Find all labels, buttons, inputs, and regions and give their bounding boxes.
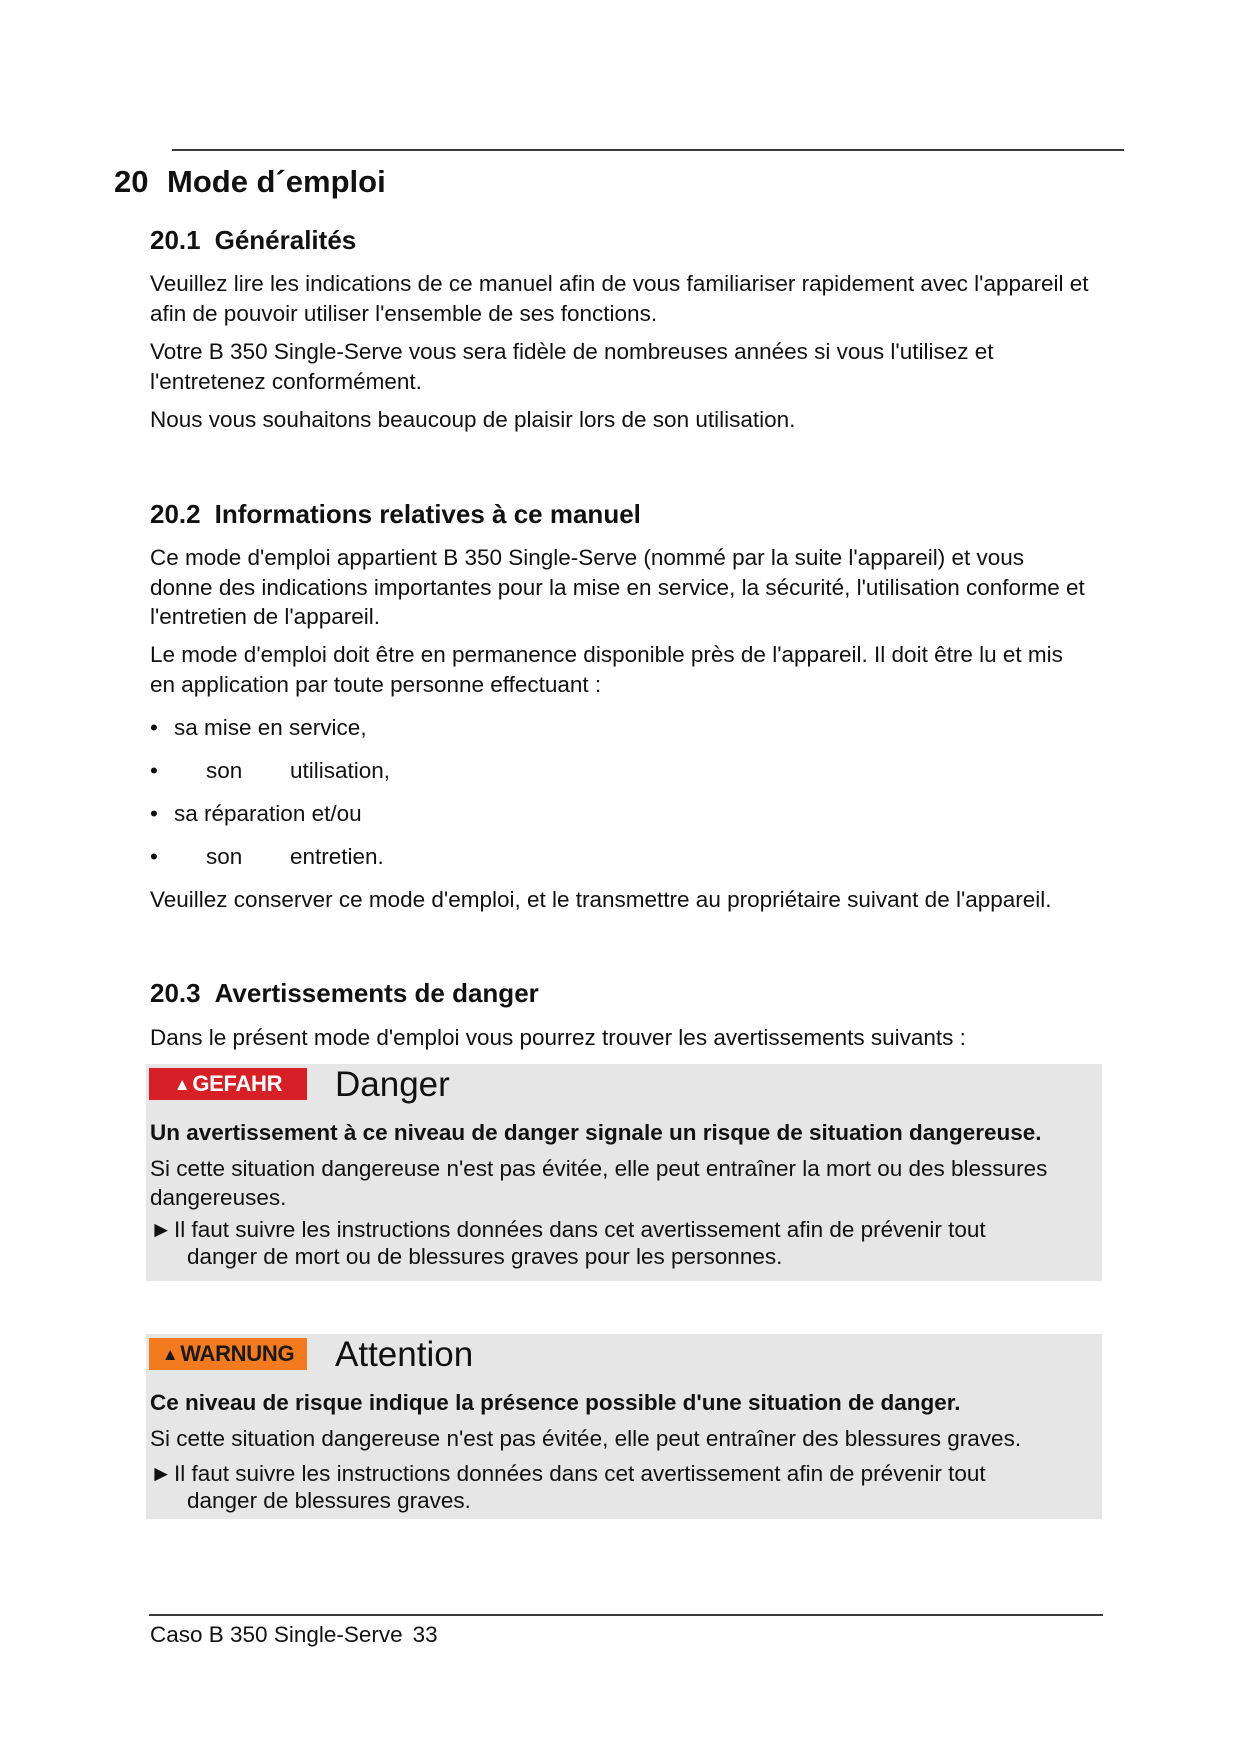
section-title: Avertissements de danger bbox=[214, 978, 539, 1008]
section-title: Généralités bbox=[214, 225, 357, 255]
list-item bbox=[150, 799, 362, 828]
danger-badge-label: GEFAHR bbox=[192, 1071, 283, 1096]
list-item bbox=[150, 756, 390, 785]
section-number: 20.2 bbox=[150, 499, 201, 529]
list-item-text: son bbox=[206, 758, 243, 783]
paragraph: Veuillez conserver ce mode d'emploi, et le transmettre au propriétaire suivant de l'appareil. bbox=[150, 887, 1052, 912]
paragraph: Le mode d'emploi doit être en permanence disponible près de l'appareil. Il doit être lu et mis en application par toute personne effectuant : bbox=[150, 642, 1063, 697]
section-heading-generalites bbox=[150, 225, 356, 256]
warning-text: Si cette situation dangereuse n'est pas évitée, elle peut entraîner des blessures graves. bbox=[150, 1426, 1022, 1451]
warning-badge-label: WARNUNG bbox=[180, 1341, 295, 1366]
warning-action bbox=[150, 1460, 1100, 1514]
danger-warning-box bbox=[146, 1064, 1102, 1281]
section-heading-informations bbox=[150, 499, 641, 530]
warning-triangle-icon: ▲ bbox=[173, 1075, 191, 1094]
bullet-marker: • bbox=[150, 801, 158, 826]
list-item bbox=[150, 842, 384, 871]
list-item bbox=[150, 713, 367, 742]
danger-title: Danger bbox=[335, 1065, 450, 1104]
section-title: Informations relatives à ce manuel bbox=[214, 499, 641, 529]
page-number: 33 bbox=[412, 1622, 438, 1647]
list-item-text-2: entretien. bbox=[290, 844, 384, 869]
paragraph: Ce mode d'emploi appartient B 350 Single-Serve (nommé par la suite l'appareil) et vous donne des indications importantes pour la mise en service, la sécurité, l'utilisation conforme et l'entretien de l'appareil. bbox=[150, 545, 1085, 629]
danger-badge bbox=[149, 1068, 307, 1100]
danger-action-line2: danger de mort ou de blessures graves pour les personnes. bbox=[187, 1244, 783, 1269]
list-item-text-2: utilisation, bbox=[290, 758, 391, 783]
chapter-number: 20 bbox=[114, 164, 149, 199]
warning-title: Attention bbox=[335, 1335, 474, 1374]
bullet-marker: • bbox=[150, 844, 158, 869]
section-heading-avertissements bbox=[150, 978, 539, 1009]
list-item-text: sa mise en service, bbox=[174, 715, 367, 740]
paragraph: Votre B 350 Single-Serve vous sera fidèle de nombreuses années si vous l'utilisez et l'entretenez conformément. bbox=[150, 339, 994, 394]
warning-warning-box bbox=[146, 1334, 1102, 1519]
list-item-text: sa réparation et/ou bbox=[174, 801, 362, 826]
chapter-title: Mode d´emploi bbox=[167, 164, 386, 199]
arrow-icon: ► bbox=[150, 1217, 173, 1242]
warning-triangle-icon: ▲ bbox=[161, 1345, 179, 1364]
footer-rule bbox=[149, 1614, 1103, 1616]
list-item-text: son bbox=[206, 844, 243, 869]
paragraph: Dans le présent mode d'emploi vous pourrez trouver les avertissements suivants : bbox=[150, 1025, 966, 1050]
paragraph: Veuillez lire les indications de ce manuel afin de vous familiariser rapidement avec l'appareil et afin de pouvoir utiliser l'ensemble de ses fonctions. bbox=[150, 271, 1089, 326]
danger-text: Si cette situation dangereuse n'est pas évitée, elle peut entraîner la mort ou des blessures dangereuses. bbox=[150, 1156, 1048, 1210]
page-footer bbox=[150, 1622, 438, 1648]
chapter-heading bbox=[114, 164, 386, 200]
section-number: 20.3 bbox=[150, 978, 201, 1008]
danger-action bbox=[150, 1216, 1100, 1270]
header-rule bbox=[172, 149, 1124, 151]
bullet-marker: • bbox=[150, 715, 158, 740]
warning-action-line2: danger de blessures graves. bbox=[187, 1488, 471, 1513]
section-number: 20.1 bbox=[150, 225, 201, 255]
warning-action-line1: Il faut suivre les instructions données dans cet avertissement afin de prévenir tout bbox=[174, 1461, 986, 1486]
bullet-marker: • bbox=[150, 758, 158, 783]
warning-lead: Ce niveau de risque indique la présence possible d'une situation de danger. bbox=[150, 1390, 961, 1415]
footer-product: Caso B 350 Single-Serve bbox=[150, 1622, 403, 1647]
paragraph: Nous vous souhaitons beaucoup de plaisir lors de son utilisation. bbox=[150, 407, 796, 432]
danger-lead: Un avertissement à ce niveau de danger signale un risque de situation dangereuse. bbox=[150, 1120, 1042, 1145]
danger-action-line1: Il faut suivre les instructions données dans cet avertissement afin de prévenir tout bbox=[174, 1217, 986, 1242]
warning-badge bbox=[149, 1338, 307, 1370]
arrow-icon: ► bbox=[150, 1461, 173, 1486]
